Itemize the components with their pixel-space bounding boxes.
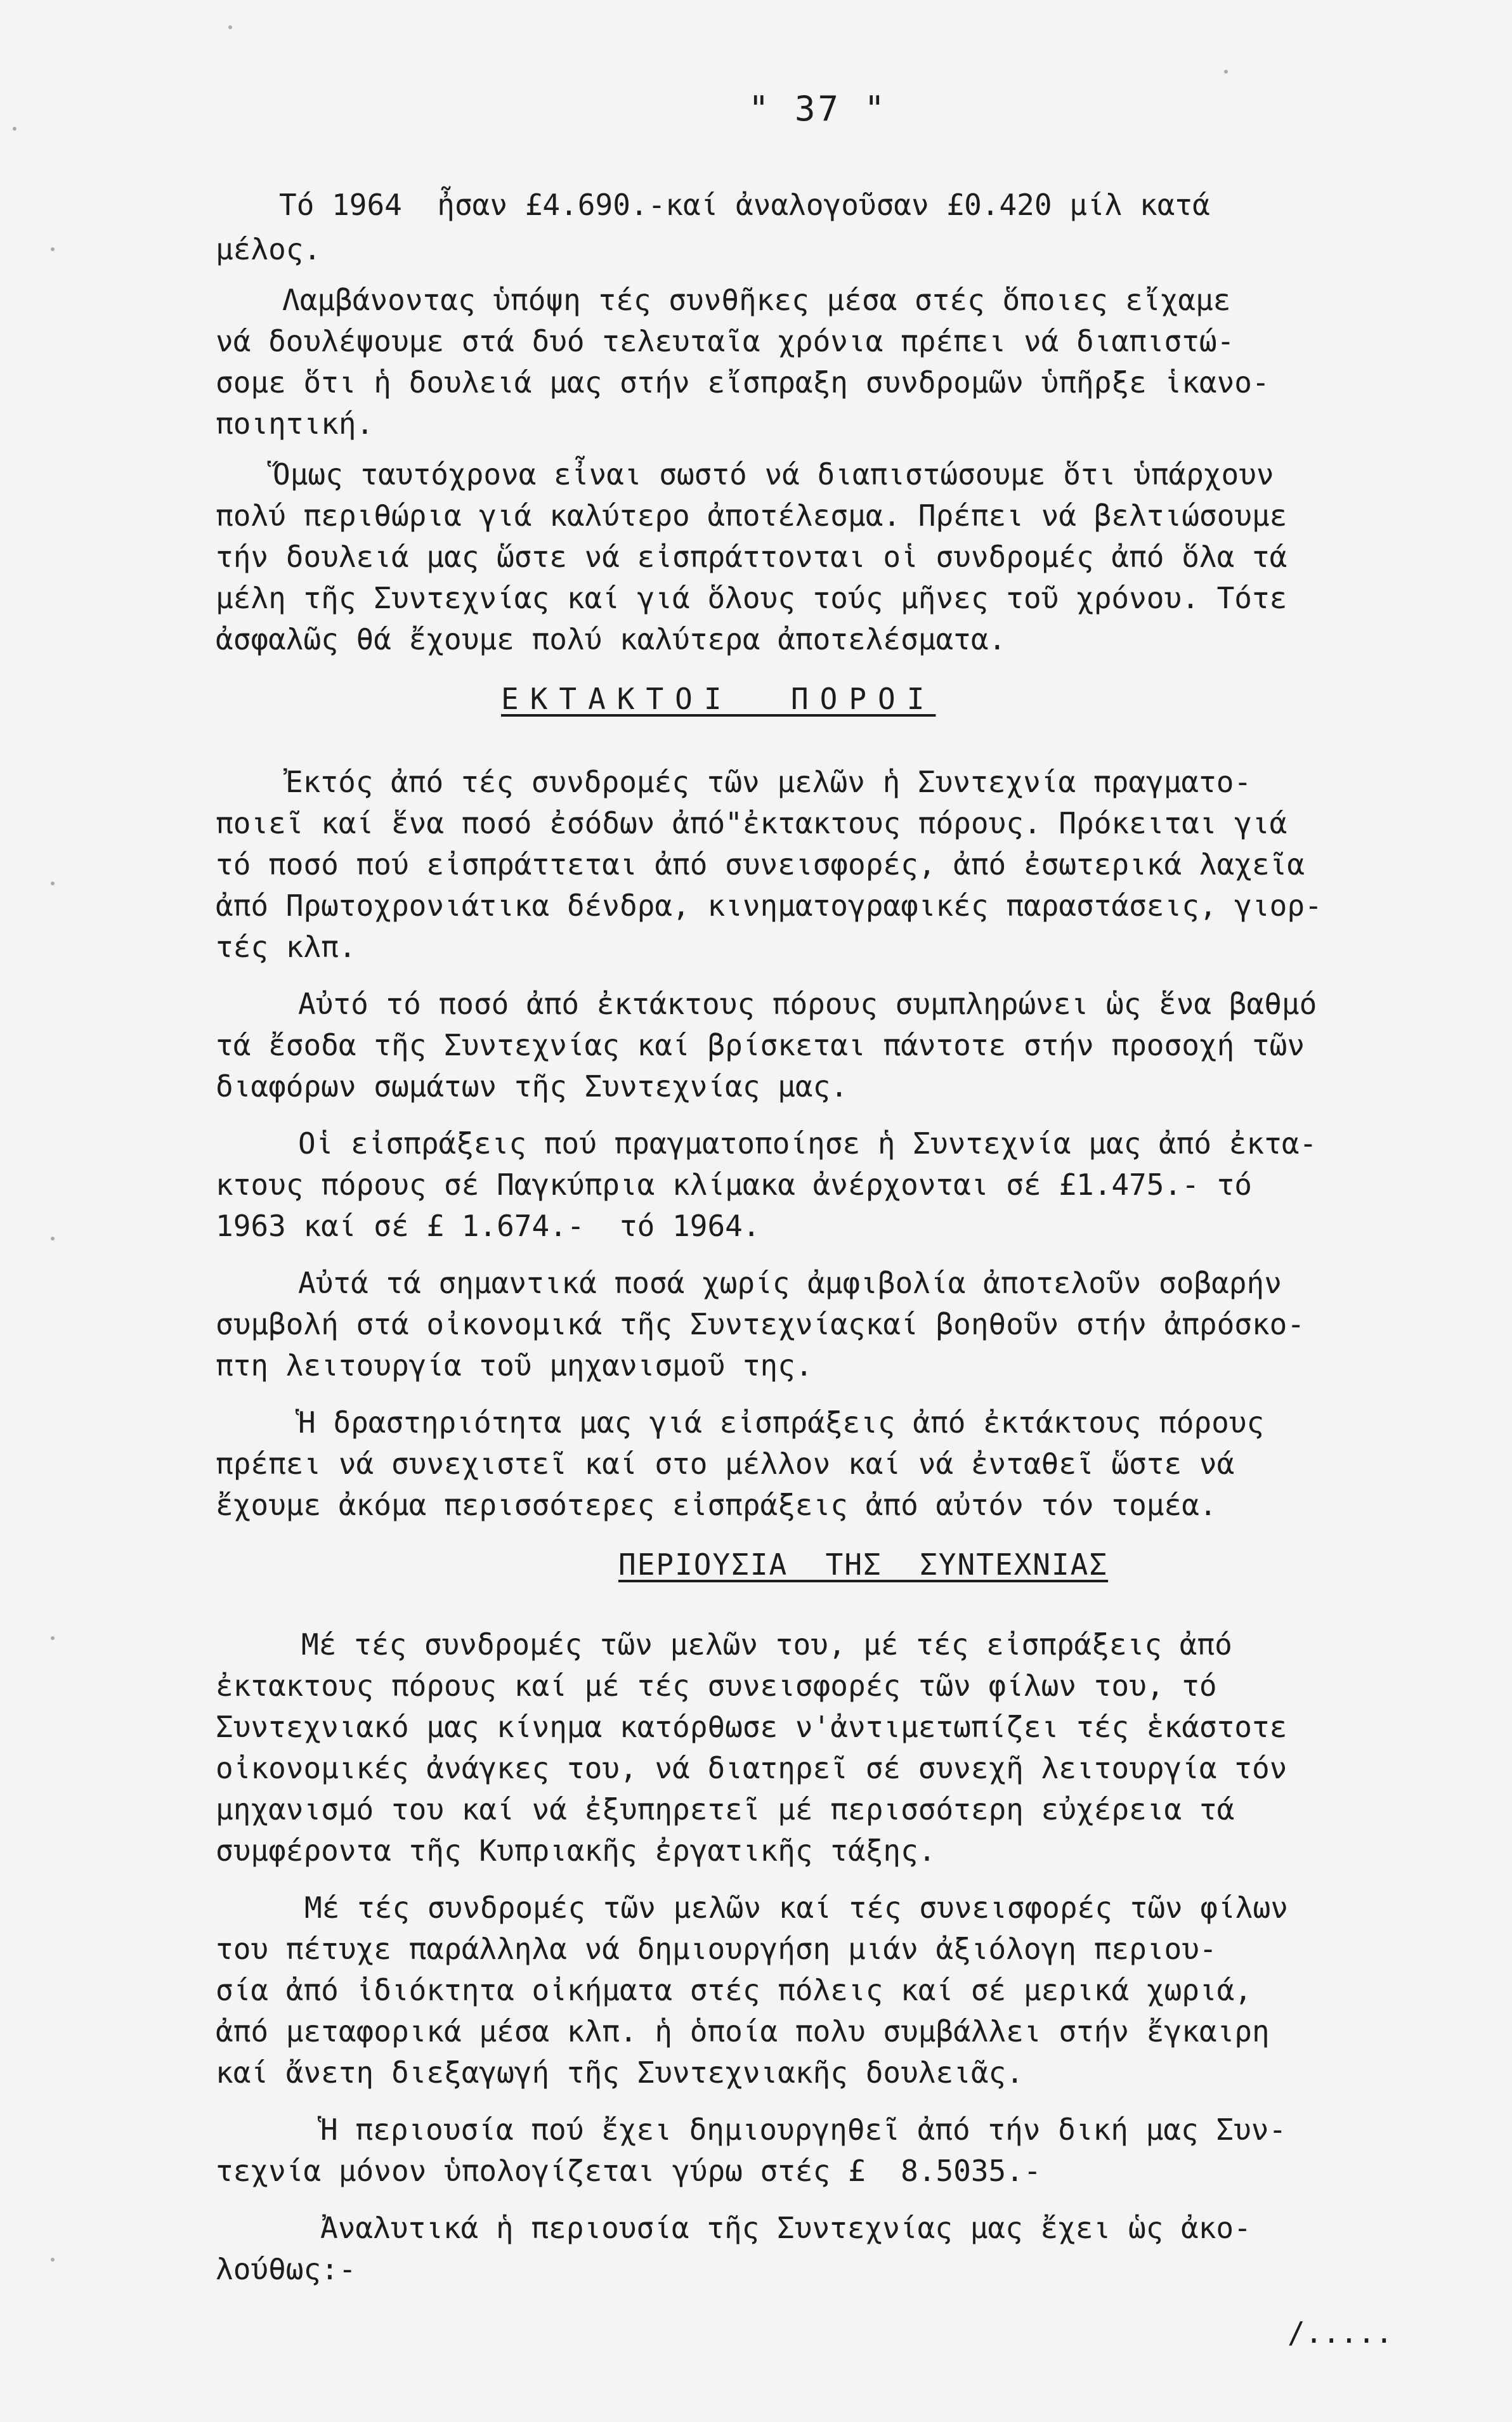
text-line: του πέτυχε παράλληλα νά δημιουργήση μιάν ἀξιόλογη περιου- [216, 1932, 1217, 1966]
section-heading-union-property: ΠΕΡΙΟΥΣΙΑ ΤΗΣ ΣΥΝΤΕΧΝΙΑΣ [618, 1547, 1109, 1582]
scan-speck [51, 1237, 55, 1240]
text-line: μέλη τῆς Συντεχνίας καί γιά ὅλους τούς μῆνες τοῦ χρόνου. Τότε [216, 581, 1287, 615]
text-line: Οἱ εἰσπράξεις πού πραγματοποίησε ἡ Συντεχνία μας ἀπό ἐκτα- [298, 1126, 1317, 1161]
text-line: σομε ὅτι ἡ δουλειά μας στήν εἴσπραξη συνδρομῶν ὑπῆρξε ἱκανο- [216, 365, 1270, 400]
scan-speck [228, 25, 232, 29]
page-number: " 37 " [748, 89, 888, 129]
scan-speck [1224, 70, 1228, 74]
text-line: Λαμβάνοντας ὑπόψη τές συνθῆκες μέσα στές ὅποιες εἴχαμε [282, 283, 1231, 317]
text-line: ἀπό Πρωτοχρονιάτικα δένδρα, κινηματογραφικές παραστάσεις, γιορ- [216, 889, 1322, 923]
text-line: πτη λειτουργία τοῦ μηχανισμοῦ της. [216, 1348, 813, 1383]
text-line: Ὅμως ταυτόχρονα εἶναι σωστό νά διαπιστώσουμε ὅτι ὑπάρχουν [273, 457, 1274, 492]
text-line: τές κλπ. [216, 930, 356, 964]
text-line: νά δουλέψουμε στά δυό τελευταῖα χρόνια πρέπει νά διαπιστώ- [216, 324, 1235, 358]
text-line: σία ἀπό ἰδιόκτητα οἰκήματα στές πόλεις καί σέ μερικά χωριά, [216, 1973, 1252, 2007]
text-line: Αὐτά τά σημαντικά ποσά χωρίς ἀμφιβολία ἀποτελοῦν σοβαρήν [298, 1266, 1282, 1300]
text-line: κτους πόρους σέ Παγκύπρια κλίμακα ἀνέρχονται σέ £1.475.- τό [216, 1168, 1252, 1202]
text-line: ἀσφαλῶς θά ἔχουμε πολύ καλύτερα ἀποτελέσματα. [216, 622, 1007, 656]
section-heading-extraordinary-revenue: ΕΚΤΑΚΤΟΙ ΠΟΡΟΙ [501, 682, 936, 716]
text-line: συμφέροντα τῆς Κυπριακῆς ἐργατικῆς τάξης. [216, 1833, 936, 1868]
text-line: τό ποσό πού εἰσπράττεται ἀπό συνεισφορές, ἀπό ἐσωτερικά λαχεῖα [216, 847, 1305, 882]
text-line: τήν δουλειά μας ὥστε νά εἰσπράττονται οἱ συνδρομές ἀπό ὅλα τά [216, 540, 1287, 574]
text-line: μέλος. [216, 232, 322, 266]
text-line: ποιητική. [216, 407, 374, 441]
text-line: ἀπό μεταφορικά μέσα κλπ. ἡ ὁποία πολυ συμβάλλει στήν ἔγκαιρη [216, 2014, 1270, 2048]
text-line: Ἡ περιουσία πού ἔχει δημιουργηθεῖ ἀπό τήν δική μας Συν- [320, 2113, 1287, 2147]
text-line: Αὐτό τό ποσό ἀπό ἐκτάκτους πόρους συμπληρώνει ὡς ἕνα βαθμό [298, 987, 1317, 1021]
text-line: συμβολή στά οἰκονομικά τῆς Συντεχνίαςκαί βοηθοῦν στήν ἀπρόσκο- [216, 1307, 1305, 1341]
text-line: Μέ τές συνδρομές τῶν μελῶν καί τές συνεισφορές τῶν φίλων [304, 1891, 1288, 1925]
text-line: Ἡ δραστηριότητα μας γιά εἰσπράξεις ἀπό ἐκτάκτους πόρους [298, 1405, 1265, 1440]
text-line: τεχνία μόνον ὑπολογίζεται γύρω στές £ 8.5035.- [216, 2154, 1041, 2188]
text-line: πολύ περιθώρια γιά καλύτερο ἀποτέλεσμα. Πρέπει νά βελτιώσουμε [216, 498, 1287, 533]
scan-speck [51, 247, 55, 251]
text-line: Συντεχνιακό μας κίνημα κατόρθωσε ν'ἀντιμετωπίζει τές ἑκάστοτε [216, 1710, 1287, 1744]
scan-speck [51, 1636, 55, 1640]
scan-speck [13, 127, 16, 131]
text-line: διαφόρων σωμάτων τῆς Συντεχνίας μας. [216, 1069, 848, 1104]
text-line: Μέ τές συνδρομές τῶν μελῶν του, μέ τές εἰσπράξεις ἀπό [301, 1627, 1232, 1662]
text-line: λούθως:- [216, 2252, 356, 2286]
text-line: ἐκτακτους πόρους καί μέ τές συνεισφορές τῶν φίλων του, τό [216, 1669, 1217, 1703]
text-line: Ἐκτός ἀπό τές συνδρομές τῶν μελῶν ἡ Συντεχνία πραγματο- [285, 765, 1252, 799]
text-line: πρέπει νά συνεχιστεῖ καί στο μέλλον καί νά ἐνταθεῖ ὥστε νά [216, 1447, 1235, 1481]
text-line: καί ἄνετη διεξαγωγή τῆς Συντεχνιακῆς δουλειᾶς. [216, 2055, 1024, 2090]
text-line: Τό 1964 ἦσαν £4.690.-καί ἀναλογοῦσαν £0.420 μίλ κατά [279, 188, 1210, 222]
scan-speck [51, 882, 55, 885]
text-line: 1963 καί σέ £ 1.674.- τό 1964. [216, 1209, 760, 1243]
text-line: μηχανισμό του καί νά ἐξυπηρετεῖ μέ περισσότερη εὐχέρεια τά [216, 1792, 1235, 1826]
continuation-marker: /..... [1287, 2315, 1393, 2350]
scan-speck [51, 2258, 55, 2262]
text-line: ἔχουμε ἀκόμα περισσότερες εἰσπράξεις ἀπό αὐτόν τόν τομέα. [216, 1488, 1217, 1522]
text-line: οἰκονομικές ἀνάγκες του, νά διατηρεῖ σέ συνεχῆ λειτουργία τόν [216, 1751, 1287, 1785]
text-line: Ἀναλυτικά ἡ περιουσία τῆς Συντεχνίας μας ἔχει ὡς ἀκο- [320, 2211, 1251, 2245]
text-line: ποιεῖ καί ἕνα ποσό ἐσόδων ἀπό"ἐκτακτους πόρους. Πρόκειται γιά [216, 806, 1287, 840]
text-line: τά ἔσοδα τῆς Συντεχνίας καί βρίσκεται πάντοτε στήν προσοχή τῶν [216, 1028, 1305, 1062]
